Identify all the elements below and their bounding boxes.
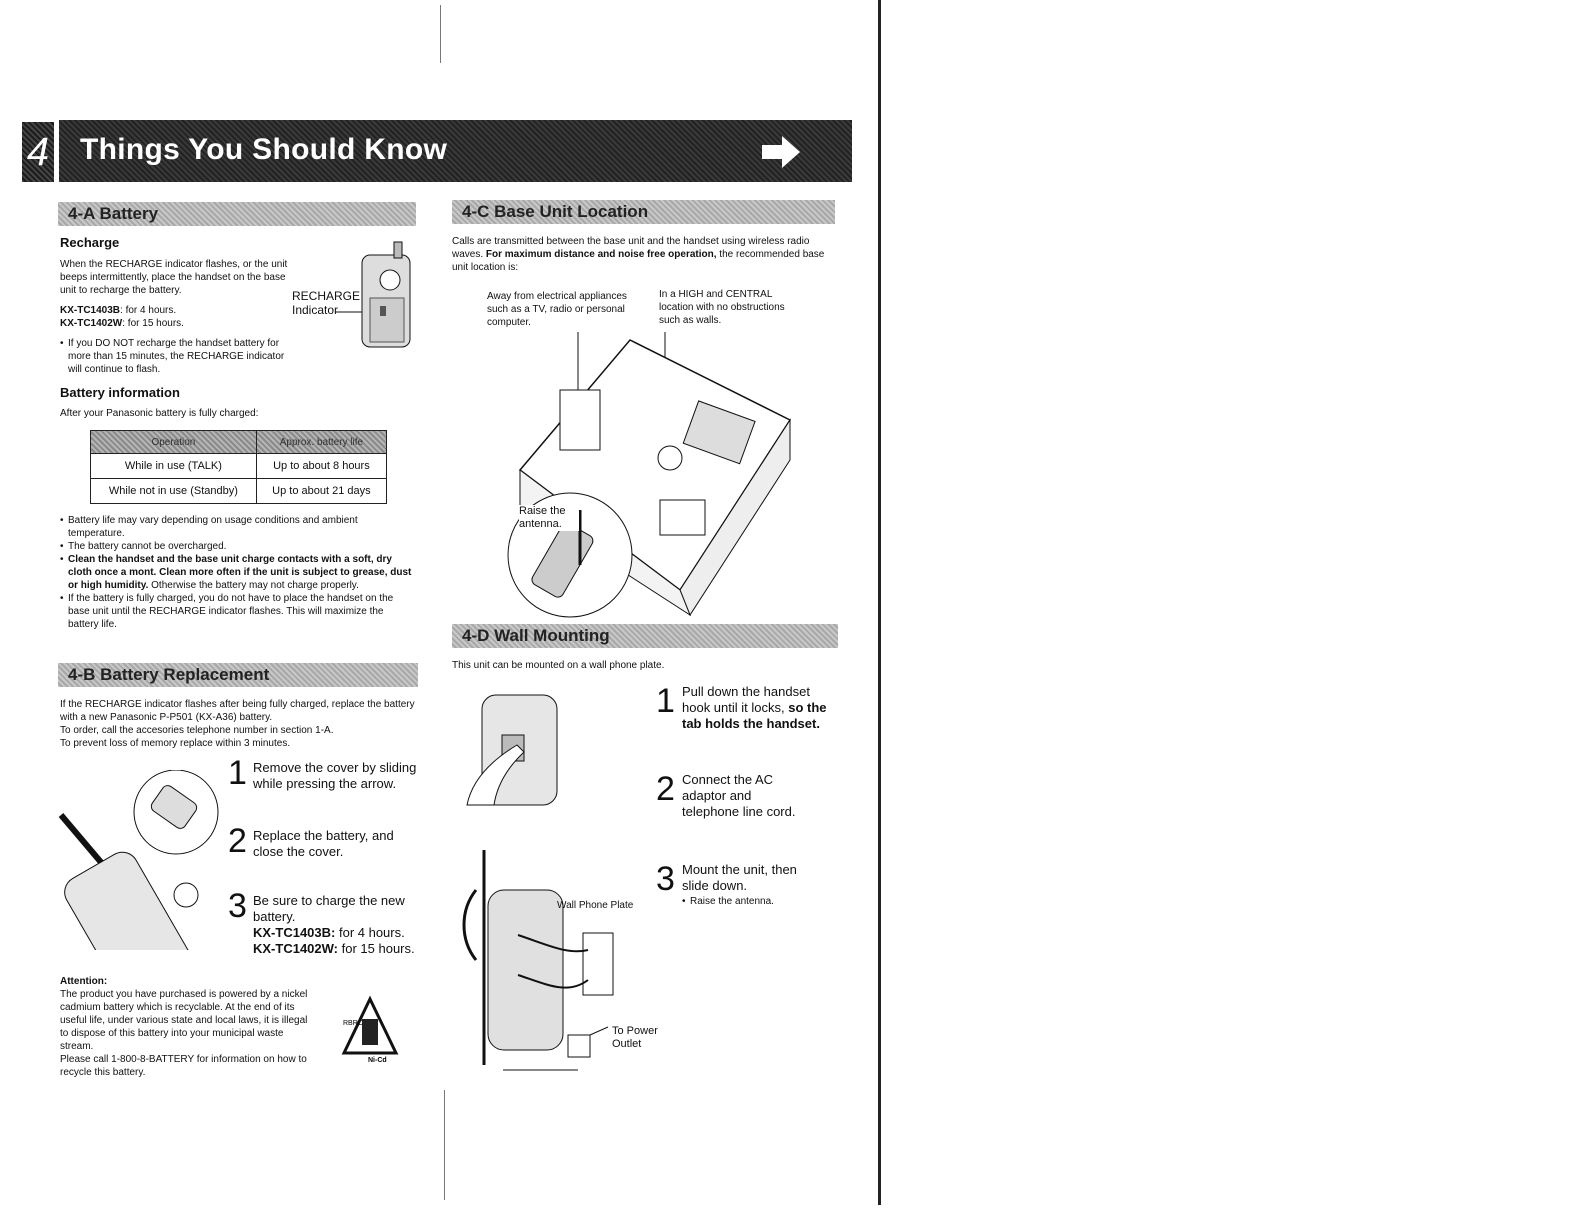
wall-step-3-note: • Raise the antenna.: [682, 895, 774, 908]
model-line-2: KX-TC1402W: for 15 hours.: [60, 318, 184, 329]
fold-line-bottom: [444, 1090, 445, 1200]
replacement-intro: If the RECHARGE indicator flashes after being fully charged, replace the battery with a new Panasonic P-P501 (KX-A36) battery. To order, call the accesories telephone number in section 1-A. To prevent loss of memory replace within 3 minutes.: [60, 699, 415, 749]
svg-text:RBRC: RBRC: [343, 1020, 363, 1027]
section-banner-4b: [58, 663, 418, 687]
handset-recharge-illustration: [300, 240, 415, 350]
recharge-note: • If you DO NOT recharge the handset battery for more than 15 minutes, the RECHARGE indicator will continue to flash.: [60, 337, 285, 376]
model-line-1: KX-TC1403B: for 4 hours.: [60, 305, 177, 316]
section-banner-4a: [58, 202, 416, 226]
wall-step-3: Mount the unit, then slide down.: [682, 862, 797, 893]
list-item: • Clean the handset and the base unit charge contacts with a soft, dry cloth once a mont. Clean more often if the unit is subject to grease, dust or high humidity. Otherwise the battery may not charge properly.: [60, 553, 415, 592]
callout-away-from-electrical: Away from electrical appliances such as a TV, radio or personal computer.: [487, 291, 627, 328]
recharge-text: When the RECHARGE indicator flashes, or the unit beeps intermittently, place the handset on the base unit to recharge the battery.: [60, 259, 288, 296]
to-power-outlet-label: To Power Outlet: [612, 1025, 658, 1050]
replacement-step-3: Be sure to charge the new battery. KX-TC1403B: for 4 hours. KX-TC1402W: for 15 hours.: [253, 893, 415, 956]
wall-phone-plate-label: Wall Phone Plate: [557, 900, 634, 911]
rbrc-recycle-icon: [340, 995, 400, 1065]
handset-hook-illustration: [462, 690, 562, 810]
battery-info-intro: After your Panasonic battery is fully charged:: [60, 408, 259, 419]
room-layout-illustration: [490, 330, 800, 620]
step-number: 1: [656, 682, 675, 720]
svg-text:Ni-Cd: Ni-Cd: [368, 1057, 387, 1064]
list-item: • If the battery is fully charged, you do not have to place the handset on the base unit until the RECHARGE indicator flashes. This will maximize the battery life.: [60, 592, 415, 631]
wall-step-2: Connect the AC adaptor and telephone line cord.: [682, 772, 796, 819]
callout-high-central: In a HIGH and CENTRAL location with no obstructions such as walls.: [659, 289, 785, 326]
list-item: • The battery cannot be overcharged.: [60, 540, 415, 553]
table-header: Approx. battery life: [256, 431, 386, 454]
fold-line-top: [440, 5, 441, 63]
battery-life-table: [90, 430, 387, 504]
replacement-step-2: Replace the battery, and close the cover.: [253, 828, 394, 859]
location-intro: Calls are transmitted between the base unit and the handset using wireless radio waves. For maximum distance and noise free operation, the recommended base unit location is:: [452, 236, 825, 273]
next-arrow-icon: [762, 136, 802, 168]
attention-text: The product you have purchased is powered by a nickel cadmium battery which is recyclable. At the end of its useful life, under various state and local laws, it is illegal to dispose of this battery into your municipal waste stream. Please call 1-800-8-BATTERY for information on how to recycle this battery.: [60, 989, 308, 1078]
section-banner-4c: [452, 200, 835, 224]
table-header: Operation: [91, 431, 257, 454]
raise-antenna-label: Raise the antenna.: [519, 505, 579, 531]
section-title-replacement: 4-B Battery Replacement: [68, 665, 270, 684]
replacement-step-1: Remove the cover by sliding while pressing the arrow.: [253, 760, 417, 791]
table-row: While not in use (Standby) Up to about 21 days: [91, 479, 387, 504]
step-number: 2: [656, 770, 675, 808]
section-title-wall: 4-D Wall Mounting: [462, 626, 610, 645]
step-number: 1: [228, 754, 247, 792]
attention-heading: Attention:: [60, 976, 108, 987]
recharge-heading: Recharge: [60, 235, 120, 250]
section-title-location: 4-C Base Unit Location: [462, 202, 649, 221]
battery-replacement-illustration: [56, 770, 226, 950]
step-number: 3: [656, 860, 675, 898]
battery-info-heading: Battery information: [60, 385, 180, 400]
section-title-battery: 4-A Battery: [68, 204, 159, 223]
table-row: While in use (TALK) Up to about 8 hours: [91, 454, 387, 479]
chapter-title: Things You Should Know: [80, 133, 448, 166]
wall-intro: This unit can be mounted on a wall phone plate.: [452, 660, 665, 671]
page-edge-line: [878, 0, 881, 1205]
step-number: 2: [228, 822, 247, 860]
list-item: • Battery life may vary depending on usage conditions and ambient temperature.: [60, 514, 415, 540]
recharge-indicator-label: RECHARGE Indicator: [292, 289, 361, 317]
wall-step-1: Pull down the handset hook until it locks, so the tab holds the handset.: [682, 684, 827, 731]
step-number: 3: [228, 887, 247, 925]
section-banner-4d: [452, 624, 838, 648]
battery-bullets: [60, 514, 415, 631]
chapter-number: 4: [22, 122, 54, 182]
